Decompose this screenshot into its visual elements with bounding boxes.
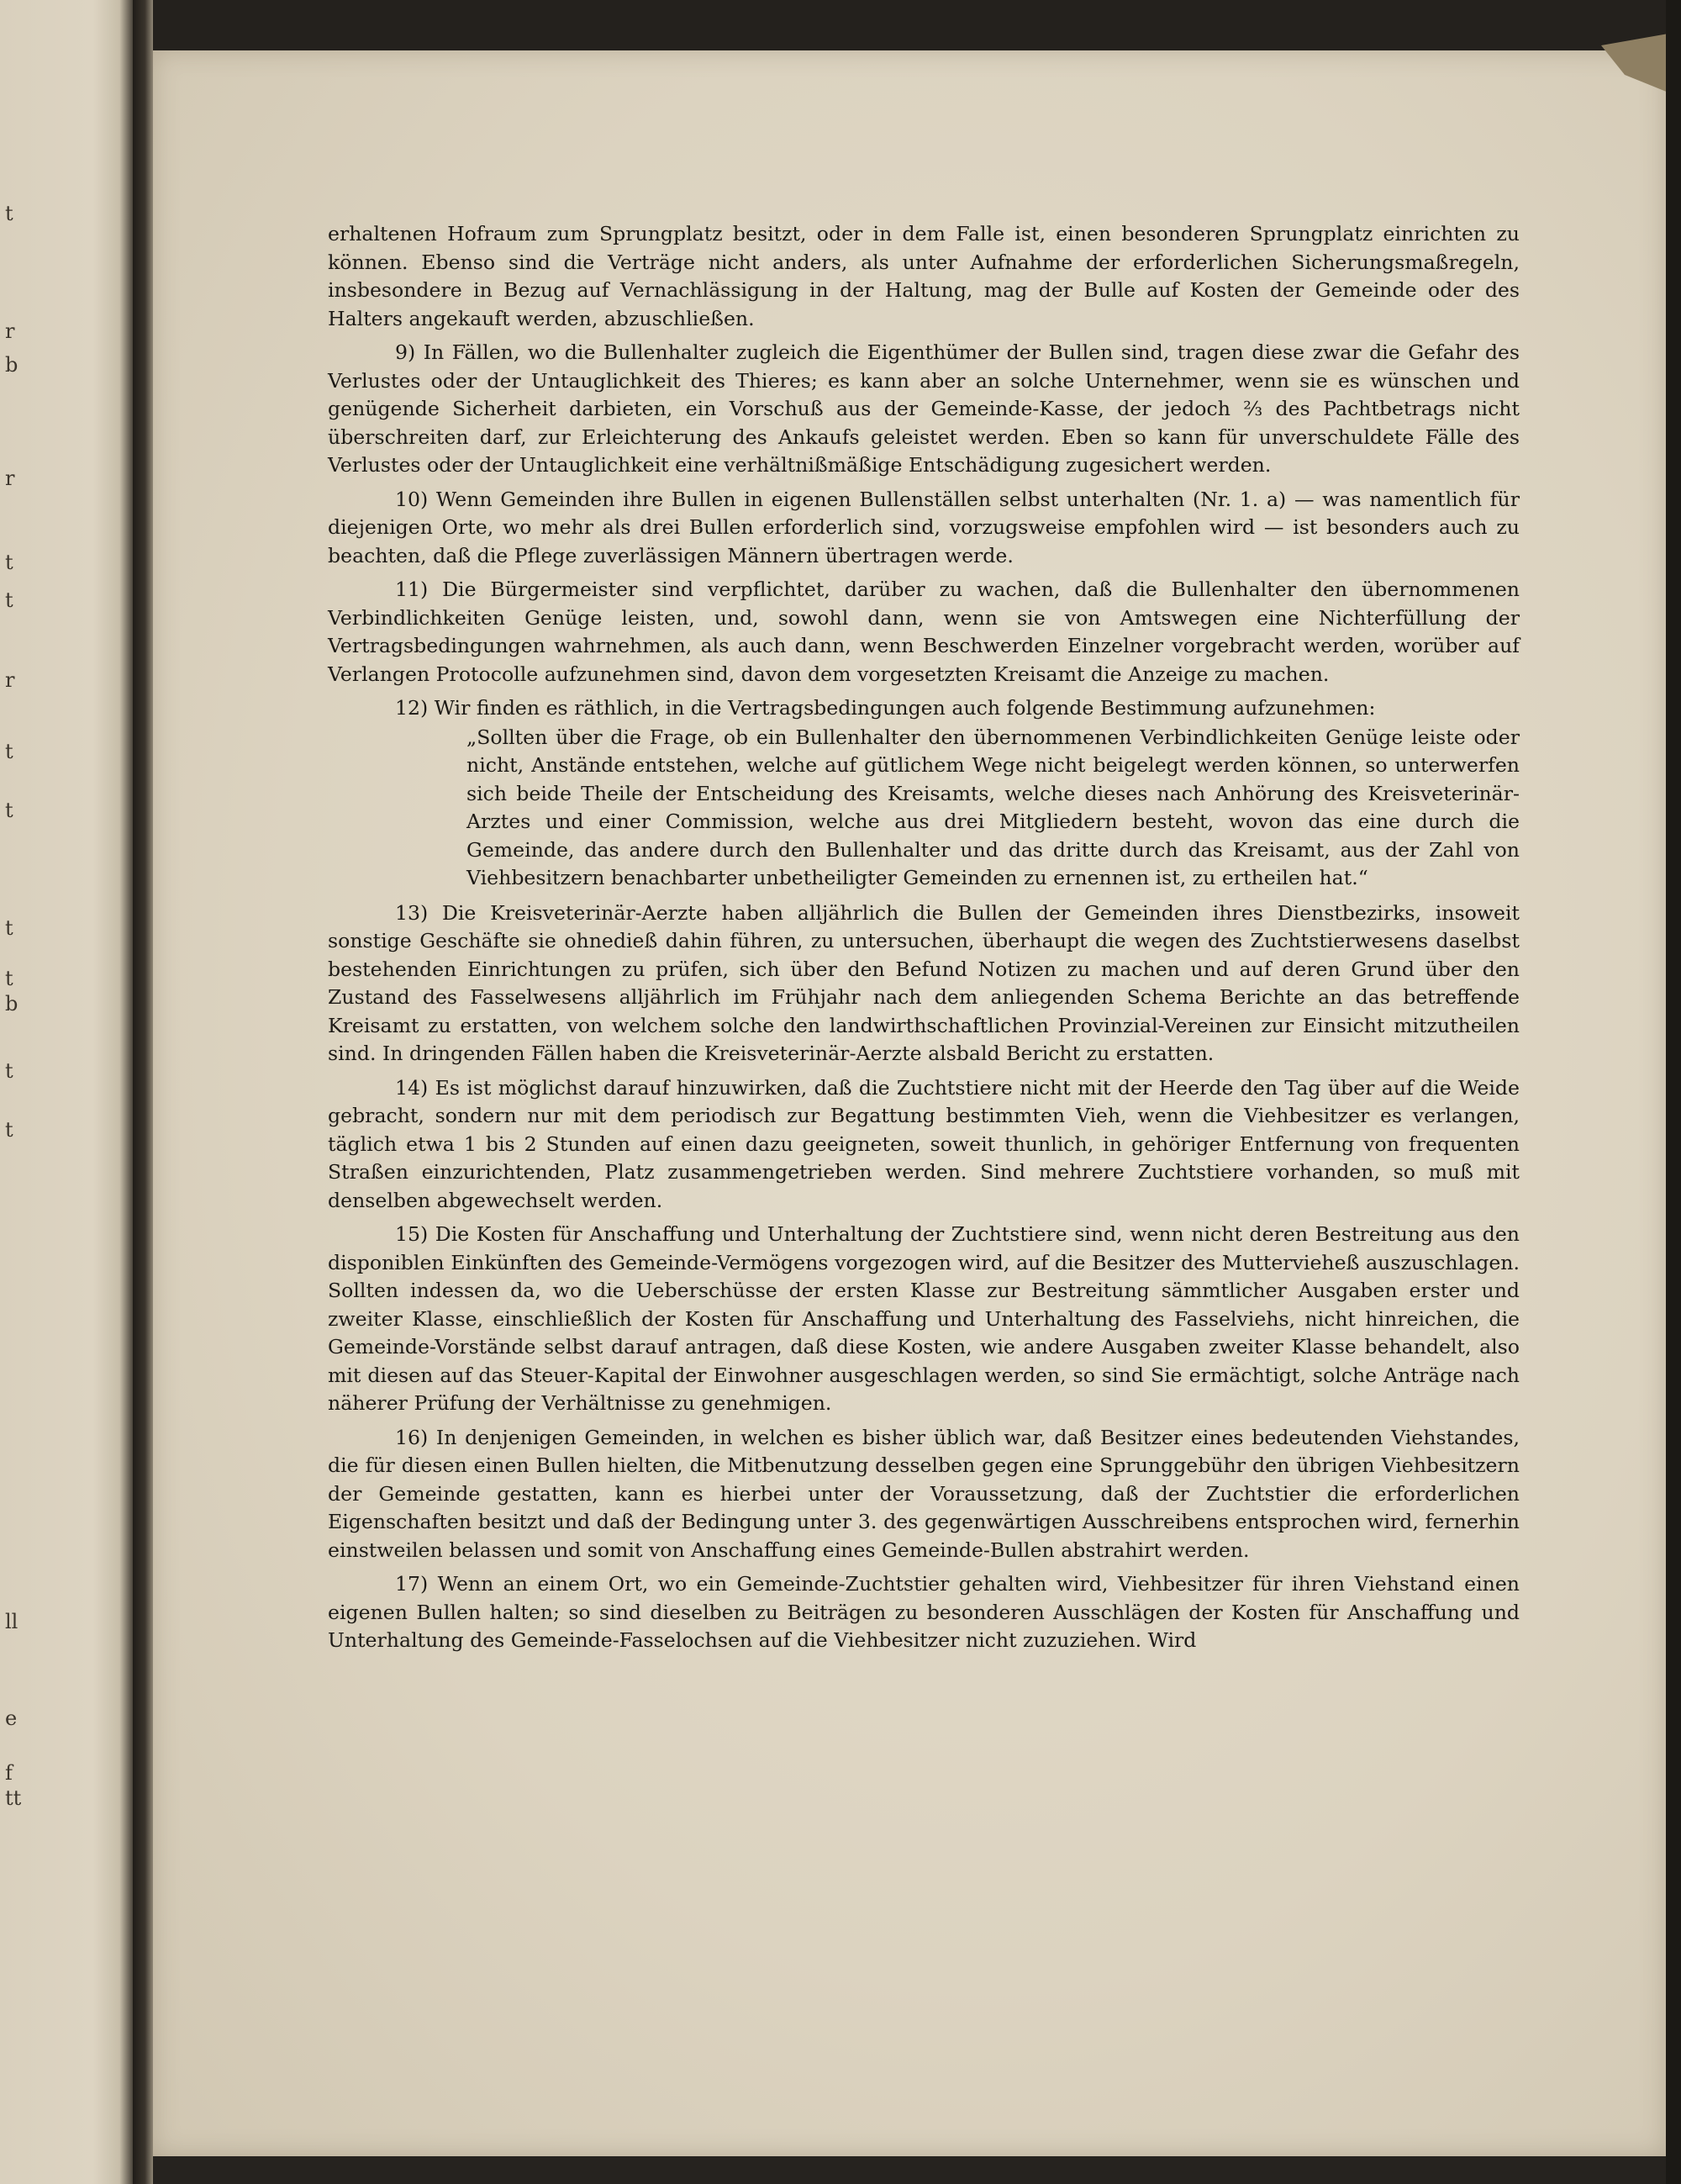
margin-fragment: r	[5, 319, 15, 343]
paragraph-17: 17) Wenn an einem Ort, wo ein Gemeinde-Zuchtstier gehalten wird, Viehbesitzer für ihren Viehstand einen eigenen Bullen halten; so sind dieselben zu Beiträgen zu besonderen Ausschlägen der Kosten für Anschaffung und Unterhaltung des Gemeinde-Fasselochsen auf die Viehbesitzer nicht zuzuziehen. Wird	[328, 1572, 1520, 1652]
margin-fragment: t	[5, 1059, 13, 1083]
margin-fragment: t	[5, 1118, 13, 1142]
margin-fragment: t	[5, 967, 13, 990]
paragraph-13: 13) Die Kreisveterinär-Aerzte haben alljährlich die Bullen der Gemeinden ihres Dienstbezirks, insoweit sonstige Geschäfte sie ohnedieß dahin führen, zu untersuchen, überhaupt die wegen des Zuchtstierwesens daselbst bestehenden Einrichtungen zu prüfen, sich über den Befund Notizen zu machen und auf deren Grund über den Zustand des Fasselwesens alljährlich im Frühjahr nach dem anliegenden Schema Berichte an das betreffende Kreisamt zu erstatten, von welchem solche den landwirthschaftlichen Provinzial-Vereinen zur Einsicht mitzutheilen sind. In dringenden Fällen haben die Kreisveterinär-Aerzte alsbald Bericht zu erstatten.	[328, 900, 1520, 1065]
book-gutter	[133, 0, 153, 2184]
margin-fragment: t	[5, 799, 13, 822]
margin-fragment: t	[5, 202, 13, 225]
paragraph-9: 9) In Fällen, wo die Bullenhalter zugleich die Eigenthümer der Bullen sind, tragen diese zwar die Gefahr des Verlustes oder der Untauglichkeit des Thieres; es kann aber an solche Unternehmer, wenn sie es wünschen und genügende Sicherheit darbieten, ein Vorschuß aus der Gemeinde-Kasse, der jedoch ⅔ des Pachtbetrags nicht überschreiten darf, zur Erleichterung des Ankaufs geleistet werden. Eben so kann für unverschuldete Fälle des Verlustes oder der Untauglichkeit eine verhältnißmäßige Entschädigung zugesichert werden.	[328, 340, 1520, 477]
paragraph-11: 11) Die Bürgermeister sind verpflichtet, darüber zu wachen, daß die Bullenhalter den übernommenen Verbindlichkeiten Genüge leisten, und, sowohl dann, wenn sie von Amtswegen eine Nichterfüllung der Vertragsbedingungen wahrnehmen, als auch dann, wenn Beschwerden Einzelner vorgebracht werden, worüber auf Verlangen Protocolle aufzunehmen sind, davon dem vorgesetzten Kreisamt die Anzeige zu machen.	[328, 578, 1520, 686]
paragraph-16: 16) In denjenigen Gemeinden, in welchen es bisher üblich war, daß Besitzer eines bedeutenden Viehstandes, die für diesen einen Bullen hielten, die Mitbenutzung desselben gegen eine Sprunggebühr den übrigen Viehbesitzern der Gemeinde gestatten, kann es hierbei unter der Voraussetzung, daß der Zuchtstier die erforderlichen Eigenschaften besitzt und daß der Bedingung unter 3. des gegenwärtigen Ausschreibens entsprochen wird, fernerhin einstweilen belassen und somit von Anschaffung eines Gemeinde-Bullen abstrahirt werden.	[328, 1425, 1520, 1562]
margin-fragment: tt	[5, 1786, 22, 1810]
left-page-text-fragments	[0, 0, 34, 2184]
margin-fragment: t	[5, 740, 13, 763]
page-body-text	[328, 220, 1520, 1661]
margin-fragment: t	[5, 551, 13, 574]
margin-fragment: b	[5, 353, 18, 377]
page-top-shadow	[153, 0, 1666, 50]
margin-fragment: r	[5, 668, 15, 692]
margin-fragment: r	[5, 467, 15, 490]
paragraph-14: 14) Es ist möglichst darauf hinzuwirken, daß die Zuchtstiere nicht mit der Heerde den Tag über auf die Weide gebracht, sondern nur mit dem periodisch zur Begattung bestimmten Vieh, wenn die Viehbesitzer es verlangen, täglich etwa 1 bis 2 Stunden auf einen dazu geeigneten, soweit thunlich, in gehöriger Entfernung von frequenten Straßen einzurichtenden, Platz zusammengetrieben werden. Sind mehrere Zuchtstiere vorhanden, so muß mit denselben abgewechselt werden.	[328, 1075, 1520, 1212]
paragraph-12: 12) Wir finden es räthlich, in die Vertragsbedingungen auch folgende Bestimmung aufzunehmen:	[395, 696, 1376, 720]
margin-fragment: e	[5, 1707, 18, 1730]
paragraph-10: 10) Wenn Gemeinden ihre Bullen in eigenen Bullenställen selbst unterhalten (Nr. 1. a) — was namentlich für diejenigen Orte, wo mehr als drei Bullen erforderlich sind, vorzugsweise empfohlen wird — ist besonders auch zu beachten, daß die Pflege zuverlässigen Männern übertragen werde.	[328, 487, 1520, 567]
right-edge-shadow	[1666, 0, 1681, 2184]
margin-fragment: t	[5, 588, 13, 612]
paragraph-12-quote: „Sollten über die Frage, ob ein Bullenhalter den übernommenen Verbindlichkeiten Genüge leiste oder nicht, Anstände entstehen, welche auf gütlichem Wege nicht beigelegt werden können, so unterwerfen sich beide Theile der Entscheidung des Kreisamts, welche dieses nach Anhörung des Kreisveterinär-Arztes und einer Commission, welche aus drei Mitgliedern besteht, wovon das eine durch die Gemeinde, das andere durch den Bullenhalter und das dritte durch das Kreisamt, aus der Zahl von Viehbesitzern benachbarter unbetheiligter Gemeinden zu ernennen ist, zu ertheilen hat.“	[466, 725, 1520, 889]
margin-fragment: t	[5, 916, 13, 940]
margin-fragment: ll	[5, 1610, 18, 1633]
margin-fragment: b	[5, 992, 18, 1016]
paragraph-continuation: erhaltenen Hofraum zum Sprungplatz besitzt, oder in dem Falle ist, einen besonderen Sprungplatz einrichten zu können. Ebenso sind die Verträge nicht anders, als unter Aufnahme der erforderlichen Sicherungsmaßregeln, insbesondere in Bezug auf Vernachlässigung in der Haltung, mag der Bulle auf Kosten der Gemeinde oder des Halters angekauft werden, abzuschließen.	[328, 222, 1520, 330]
paragraph-15: 15) Die Kosten für Anschaffung und Unterhaltung der Zuchtstiere sind, wenn nicht deren Bestreitung aus den disponiblen Einkünften des Gemeinde-Vermögens vorgezogen wird, auf die Besitzer des Muttervieheß auszuschlagen. Sollten indessen da, wo die Ueberschüsse der ersten Klasse zur Bestreitung sämmtlicher Ausgaben erster und zweiter Klasse, einschließlich der Kosten für Anschaffung und Unterhaltung des Fasselviehs, nicht hinreichen, die Gemeinde-Vorstände selbst darauf antragen, daß diese Kosten, wie andere Ausgaben zweiter Klasse behandelt, also mit diesen auf das Steuer-Kapital der Einwohner ausgeschlagen werden, so sind Sie ermächtigt, solche Anträge nach näherer Prüfung der Verhältnisse zu genehmigen.	[328, 1222, 1520, 1415]
margin-fragment: f	[5, 1761, 13, 1785]
